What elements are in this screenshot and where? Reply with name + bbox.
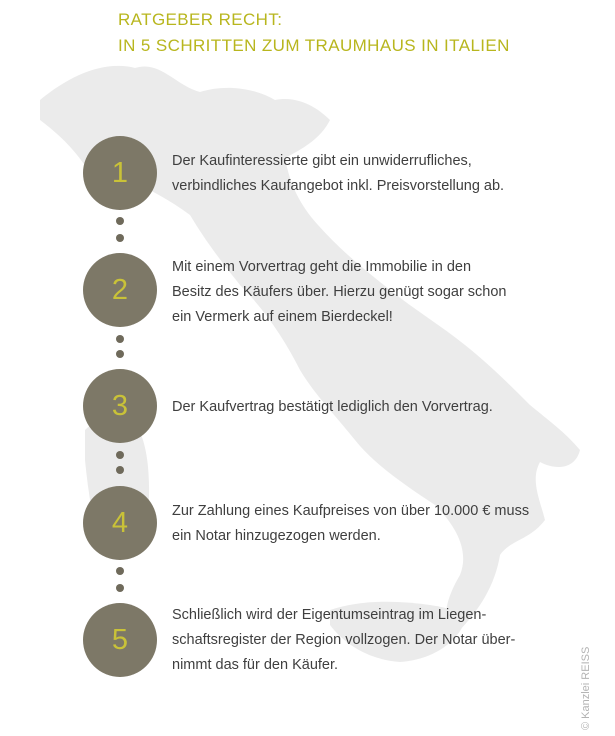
- step-5-line-1: Schließlich wird der Eigentumseintrag im Liegen-: [172, 607, 487, 623]
- step-2-number-circle: 2: [83, 253, 157, 327]
- connector-dot: [116, 466, 124, 474]
- step-3-text: [172, 395, 542, 420]
- connector-dot: [116, 567, 124, 575]
- step-1-number-circle: 1: [83, 136, 157, 210]
- connector-dot: [116, 234, 124, 242]
- page-title-line-1: RATGEBER RECHT:: [118, 10, 283, 29]
- step-4-line-1: Zur Zahlung eines Kaufpreises von über 10.000 € muss: [172, 503, 530, 519]
- connector-dot: [116, 584, 124, 592]
- step-2-text: [172, 255, 542, 330]
- step-1-line-1: Der Kaufinteressierte gibt ein unwiderrufliches,: [172, 153, 472, 169]
- step-1-line-2: verbindliches Kaufangebot inkl. Preisvorstellung ab.: [172, 178, 505, 194]
- step-5-line-2: schaftsregister der Region vollzogen. Der Notar über-: [172, 632, 516, 648]
- step-4-line-2: ein Notar hinzugezogen werden.: [172, 528, 381, 544]
- step-2-line-1: Mit einem Vorvertrag geht die Immobilie in den: [172, 259, 472, 275]
- step-2-line-3: ein Vermerk auf einem Bierdeckel!: [172, 309, 393, 325]
- step-4-text: [172, 499, 542, 549]
- connector-dot: [116, 217, 124, 225]
- step-5-number-circle: 5: [83, 603, 157, 677]
- step-5-text: [172, 603, 542, 678]
- connector-dot: [116, 350, 124, 358]
- step-4-number-circle: 4: [83, 486, 157, 560]
- copyright-note: © Kanzlei REISS: [580, 646, 592, 730]
- step-5-line-3: nimmt das für den Käufer.: [172, 657, 339, 673]
- step-3-number-circle: 3: [83, 369, 157, 443]
- step-1-text: [172, 149, 542, 199]
- step-3-line-1: Der Kaufvertrag bestätigt lediglich den Vorvertrag.: [172, 399, 493, 415]
- step-2-line-2: Besitz des Käufers über. Hierzu genügt sogar schon: [172, 284, 507, 300]
- connector-dot: [116, 451, 124, 459]
- page-title-line-2: IN 5 SCHRITTEN ZUM TRAUMHAUS IN ITALIEN: [118, 36, 510, 55]
- connector-dot: [116, 335, 124, 343]
